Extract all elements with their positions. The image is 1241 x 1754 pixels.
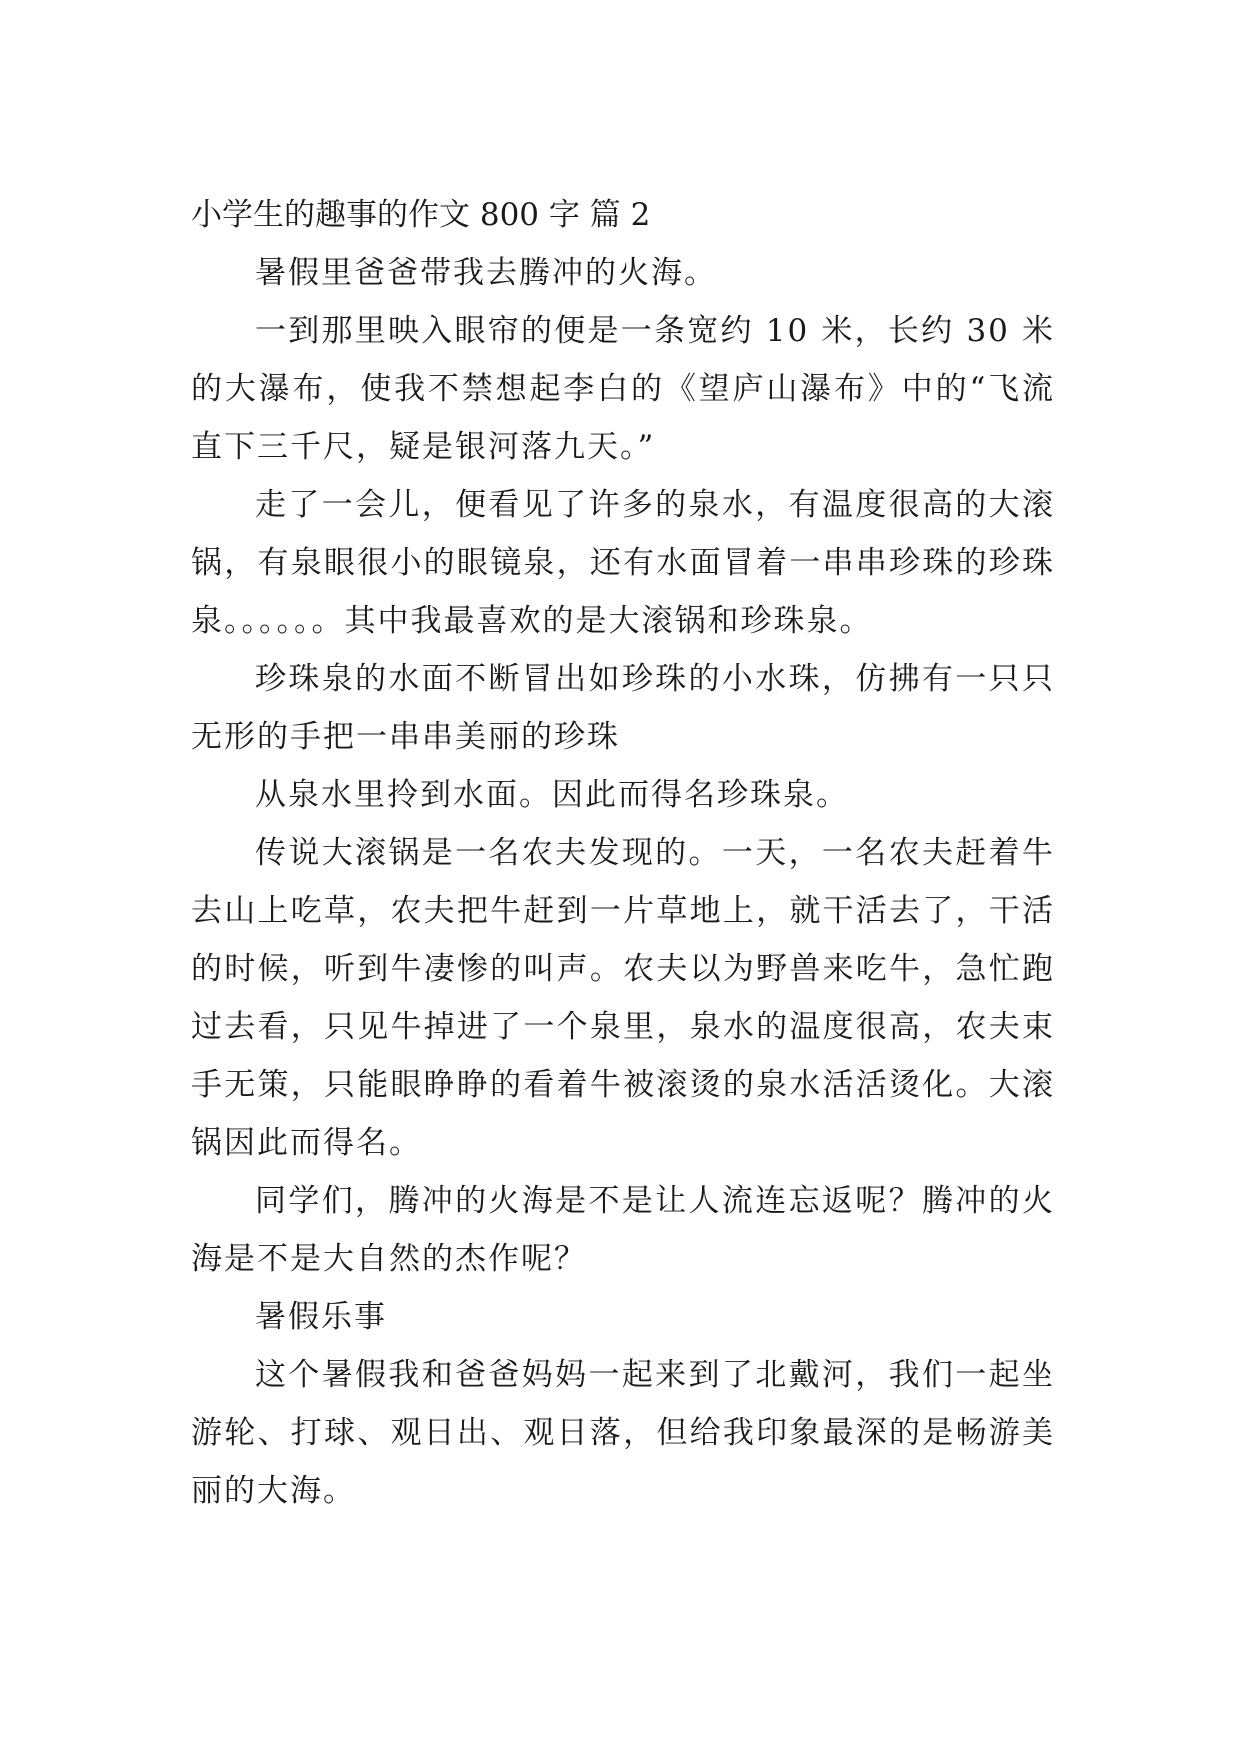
paragraph-question: 同学们，腾冲的火海是不是让人流连忘返呢？腾冲的火海是不是大自然的杰作呢？ [191,1183,1055,1277]
paragraph-waterfall: 一到那里映入眼帘的便是一条宽约 10 米，长约 30 米的大瀑布，使我不禁想起李白的《望庐山瀑布》中的“飞流直下三千尺，疑是银河落九天。” [191,313,1055,465]
section-heading-summer: 暑假乐事 [255,1299,387,1335]
paragraph-intro: 暑假里爸爸带我去腾冲的火海。 [255,255,717,291]
paragraph-pearl-spring: 珍珠泉的水面不断冒出如珍珠的小水珠，仿拂有一只只无形的手把一串串美丽的珍珠 [191,661,1055,755]
document-page [191,186,1055,1520]
paragraph-springs: 走了一会儿，便看见了许多的泉水，有温度很高的大滚锅，有泉眼很小的眼镜泉，还有水面冒着一串串珍珠的珍珠泉。。。。。。其中我最喜欢的是大滚锅和珍珠泉。 [191,487,1055,639]
paragraph-pearl-spring-name: 从泉水里拎到水面。因此而得名珍珠泉。 [255,777,849,813]
essay-title: 小学生的趣事的作文 800 字 篇 2 [191,197,651,233]
paragraph-beidaihe: 这个暑假我和爸爸妈妈一起来到了北戴河，我们一起坐游轮、打球、观日出、观日落，但给我印象最深的是畅游美丽的大海。 [191,1357,1055,1509]
paragraph-legend: 传说大滚锅是一名农夫发现的。一天，一名农夫赶着牛去山上吃草，农夫把牛赶到一片草地上，就干活去了，干活的时候，听到牛凄惨的叫声。农夫以为野兽来吃牛，急忙跑过去看，只见牛掉进了一个泉里，泉水的温度很高，农夫束手无策，只能眼睁睁的看着牛被滚烫的泉水活活烫化。大滚锅因此而得名。 [191,835,1055,1161]
